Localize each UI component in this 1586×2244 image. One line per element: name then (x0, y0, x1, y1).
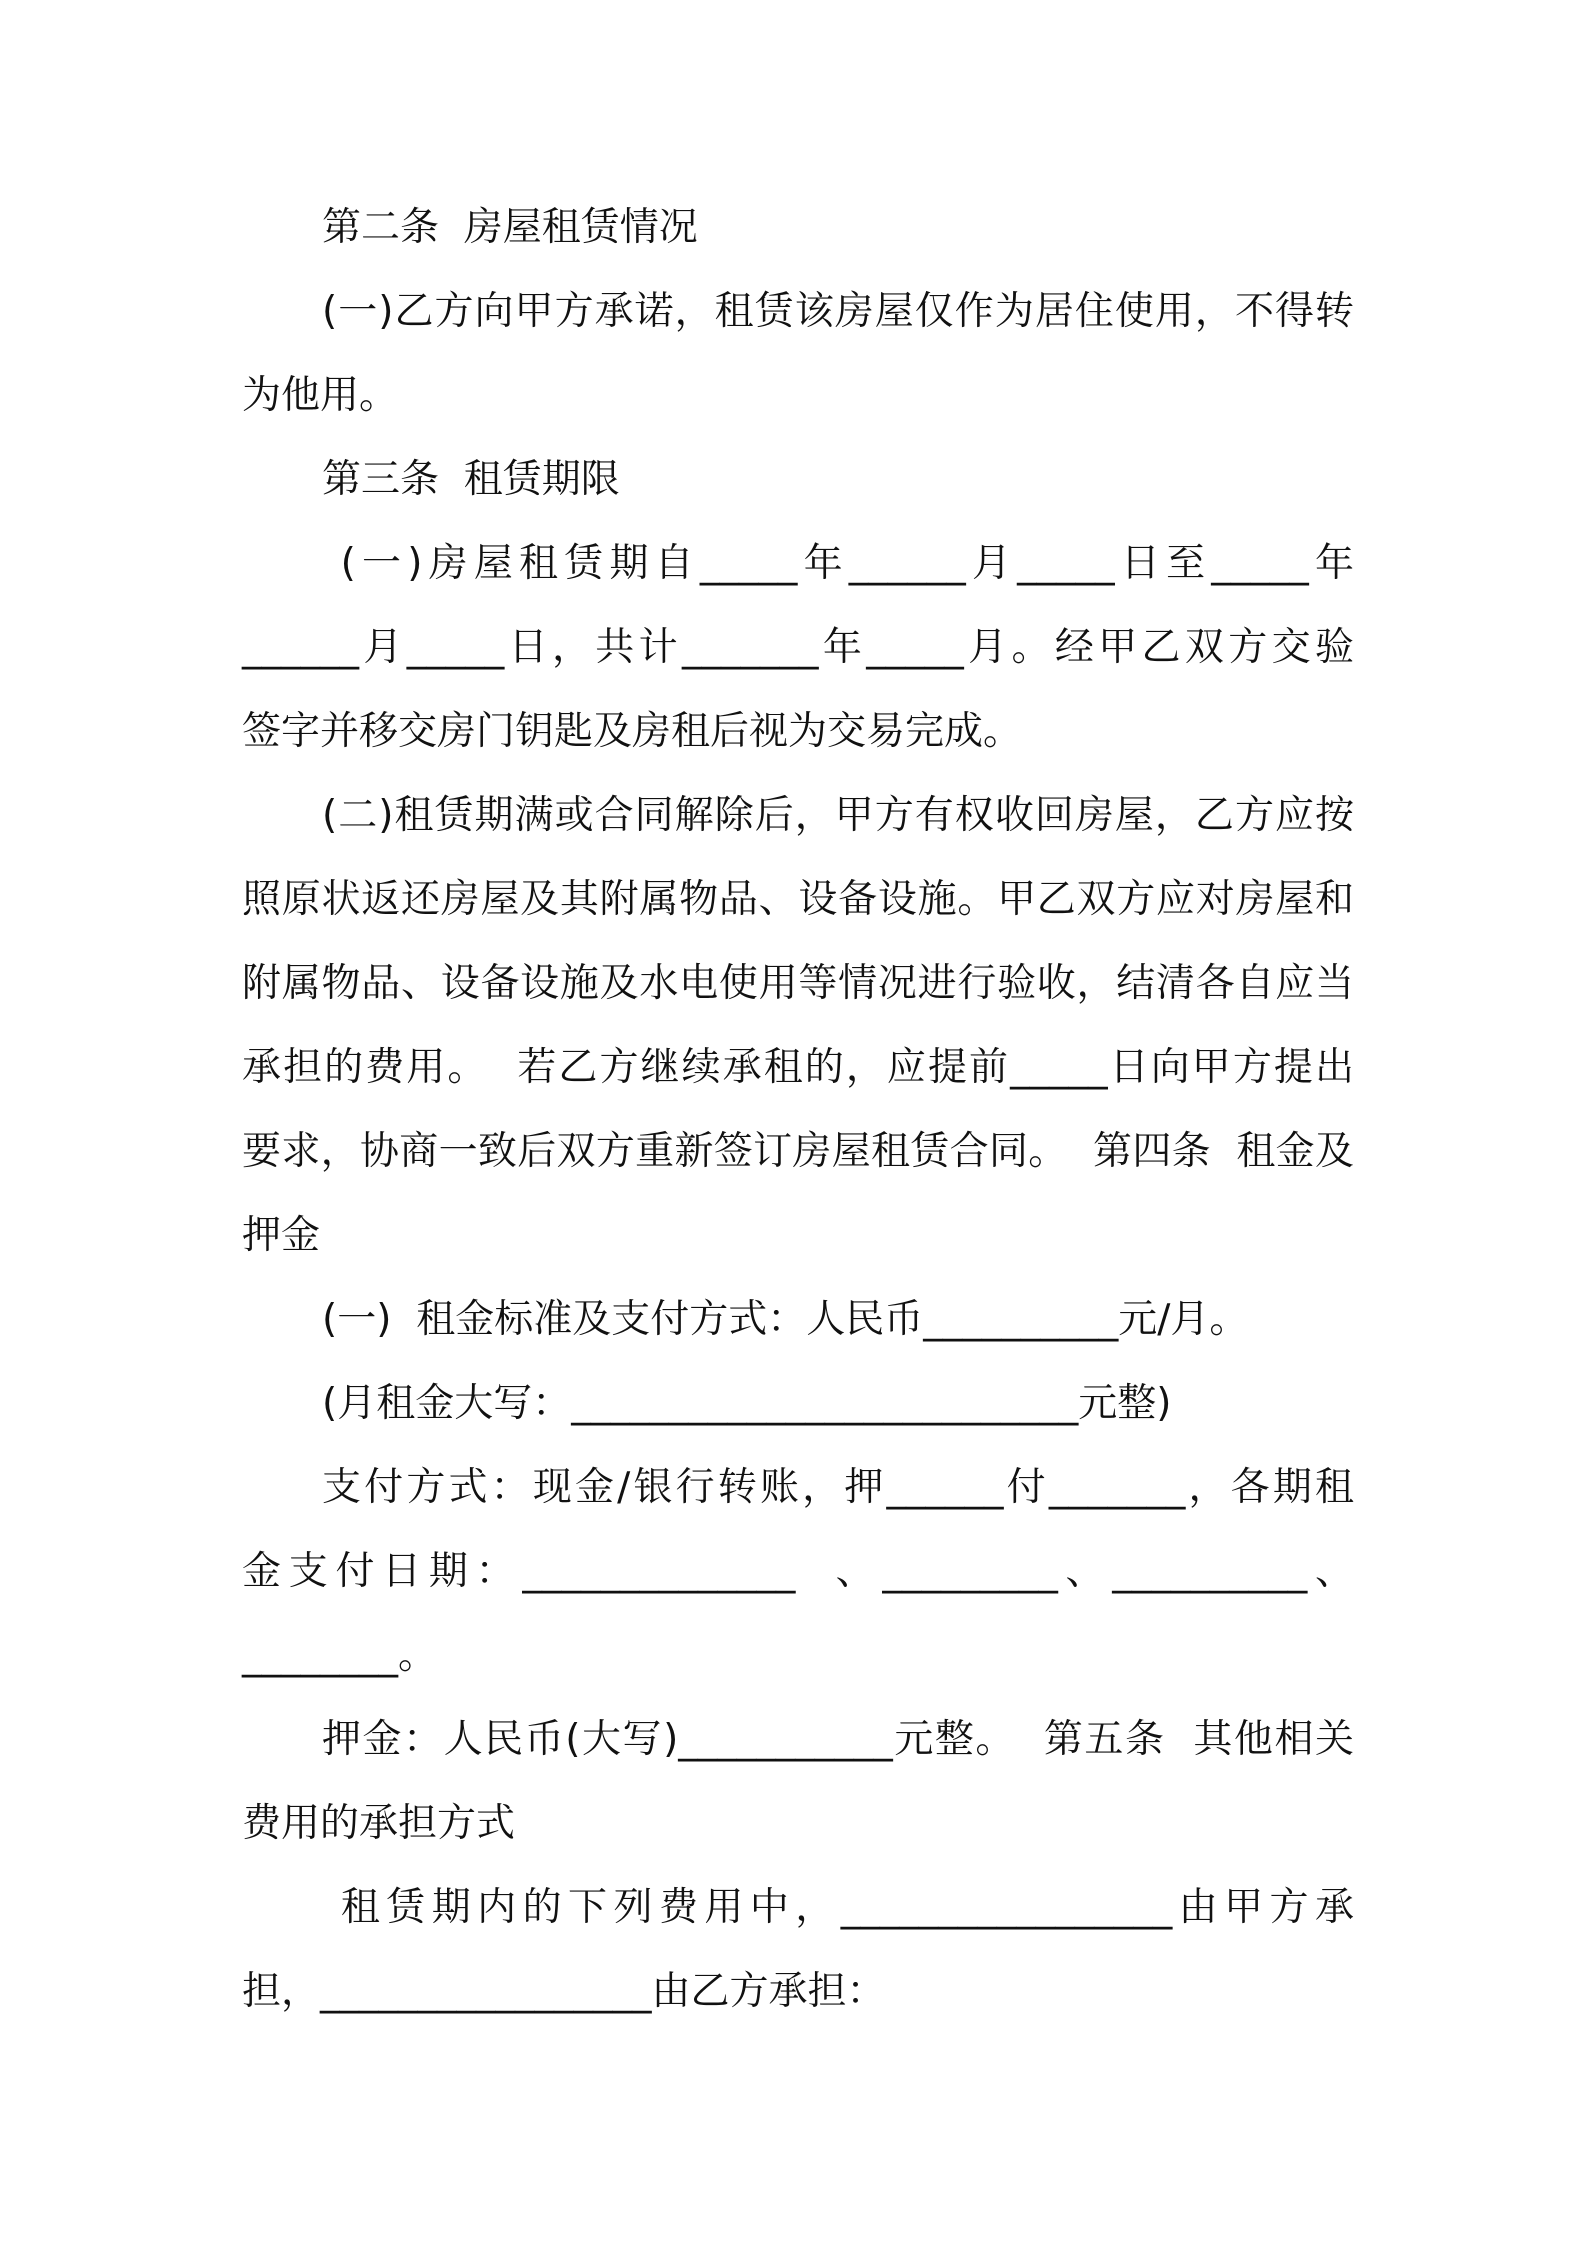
article-3-heading: 第三条 租赁期限 (322, 457, 620, 502)
paragraph-line: (一)乙方向甲方承诺，租赁该房屋仅作为居住使用，不得转 (322, 289, 1354, 334)
paragraph-line: 照原状返还房屋及其附属物品、设备设施。甲乙双方应对房屋和 (242, 877, 1354, 922)
paragraph-line: 要求，协商一致后双方重新签订房屋租赁合同。 第四条 租金及 (242, 1129, 1354, 1174)
paragraph-line: (月租金大写：__________________________元整) (322, 1381, 1172, 1426)
paragraph-line: (一)房屋租赁期自_____年______月_____日至_____年 (322, 541, 1354, 586)
article-2-heading: 第二条 房屋租赁情况 (322, 205, 698, 250)
paragraph-line: ______月_____日，共计_______年_____月。经甲乙双方交验 (242, 625, 1354, 670)
paragraph-line: (一) 租金标准及支付方式：人民币__________元/月。 (322, 1297, 1249, 1342)
paragraph-line: 费用的承担方式 (242, 1801, 516, 1846)
paragraph-line: 为他用。 (242, 373, 399, 418)
paragraph-line: 押金 (242, 1213, 321, 1258)
paragraph-line: 金支付日期：______________ 、_________、__________、 (242, 1549, 1354, 1594)
paragraph-line: 附属物品、设备设施及水电使用等情况进行验收，结清各自应当 (242, 961, 1354, 1006)
paragraph-line: 签字并移交房门钥匙及房租后视为交易完成。 (242, 709, 1023, 754)
paragraph-line: 租赁期内的下列费用中，_________________由甲方承 (322, 1885, 1354, 1930)
paragraph-line: 押金：人民币(大写)___________元整。 第五条 其他相关 (322, 1717, 1354, 1762)
paragraph-line: 支付方式：现金/银行转账，押______付_______，各期租 (322, 1465, 1354, 1510)
paragraph-line: (二)租赁期满或合同解除后，甲方有权收回房屋，乙方应按 (322, 793, 1354, 838)
paragraph-line: 承担的费用。 若乙方继续承租的，应提前_____日向甲方提出 (242, 1045, 1354, 1090)
paragraph-line: 担，_________________由乙方承担： (242, 1969, 886, 2014)
paragraph-line: ________。 (242, 1633, 438, 1678)
